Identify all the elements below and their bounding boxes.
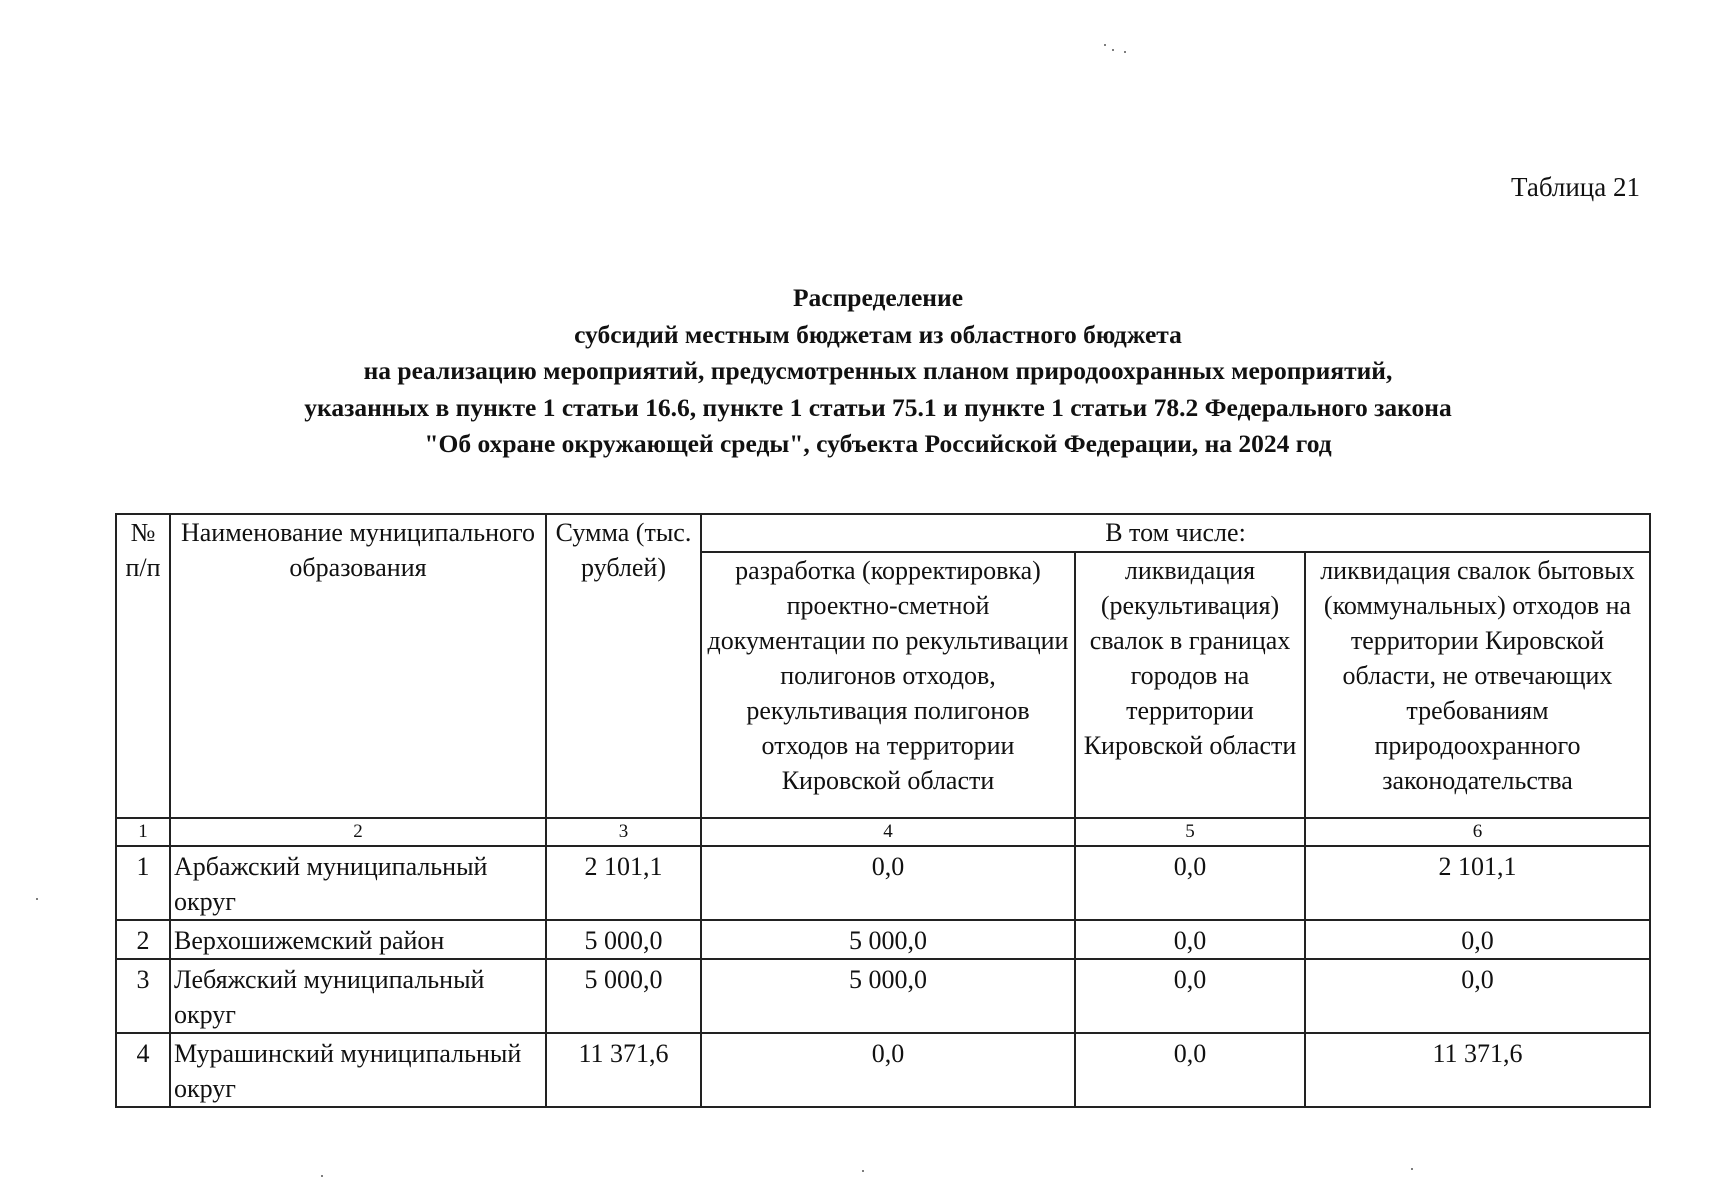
row-number: 4 xyxy=(116,1033,170,1107)
title-line: субсидий местным бюджетам из областного бюджета xyxy=(574,319,1182,349)
scan-speck xyxy=(321,1175,323,1177)
col4-value: 0,0 xyxy=(701,1033,1075,1107)
sum-value: 11 371,6 xyxy=(546,1033,701,1107)
sum-value: 2 101,1 xyxy=(546,846,701,920)
scan-speck xyxy=(1124,51,1126,53)
municipality-name: Верхошижемский район xyxy=(170,920,546,959)
municipality-name: Мурашинский муниципальный округ xyxy=(170,1033,546,1107)
title-line: Распределение xyxy=(792,283,964,312)
table-row xyxy=(116,846,1650,920)
col4-value: 5 000,0 xyxy=(701,959,1075,1033)
column-number: 2 xyxy=(170,818,546,846)
header-cell-no: № п/п xyxy=(116,514,170,818)
title-line: указанных в пункте 1 статьи 16.6, пункте 1 статьи 75.1 и пункте 1 статьи 78.2 Федерального закона xyxy=(304,392,1452,422)
col5-value: 0,0 xyxy=(1075,1033,1305,1107)
col5-value: 0,0 xyxy=(1075,846,1305,920)
scan-speck xyxy=(1411,1168,1413,1170)
col5-value: 0,0 xyxy=(1075,920,1305,959)
table-row xyxy=(116,1033,1650,1107)
municipality-name: Арбажский муниципальный округ xyxy=(170,846,546,920)
col4-value: 5 000,0 xyxy=(701,920,1075,959)
header-cell-col4: разработка (корректировка) проектно-сметной документации по рекультивации полигонов отходов, рекультивация полигонов отходов на территории Кировской области xyxy=(701,552,1075,818)
header-cell-name: Наименование муниципального образования xyxy=(170,514,546,818)
document-title xyxy=(100,280,1656,463)
title-line: "Об охране окружающей среды", субъекта Российской Федерации, на 2024 год xyxy=(424,429,1332,458)
column-number-row xyxy=(116,818,1650,846)
municipality-name: Лебяжский муниципальный округ xyxy=(170,959,546,1033)
col5-value: 0,0 xyxy=(1075,959,1305,1033)
header-cell-col5: ликвидация (рекультивация) свалок в границах городов на территории Кировской области xyxy=(1075,552,1305,818)
title-line: на реализацию мероприятий, предусмотренных планом природоохранных мероприятий, xyxy=(363,356,1393,385)
sum-value: 5 000,0 xyxy=(546,959,701,1033)
subsidy-distribution-table xyxy=(115,513,1651,1108)
column-number: 4 xyxy=(701,818,1075,846)
header-cell-group: В том числе: xyxy=(701,514,1650,552)
column-number: 6 xyxy=(1305,818,1650,846)
row-number: 2 xyxy=(116,920,170,959)
col6-value: 0,0 xyxy=(1305,959,1650,1033)
row-number: 1 xyxy=(116,846,170,920)
scan-speck xyxy=(862,1170,864,1172)
scan-speck xyxy=(36,898,38,900)
row-number: 3 xyxy=(116,959,170,1033)
col6-value: 0,0 xyxy=(1305,920,1650,959)
table-row xyxy=(116,920,1650,959)
col6-value: 2 101,1 xyxy=(1305,846,1650,920)
sum-value: 5 000,0 xyxy=(546,920,701,959)
table-number-label: Таблица 21 xyxy=(1511,172,1640,202)
header-cell-sum: Сумма (тыс. рублей) xyxy=(546,514,701,818)
header-row xyxy=(116,514,1650,552)
table-row xyxy=(116,959,1650,1033)
header-cell-col6: ликвидация свалок бытовых (коммунальных) отходов на территории Кировской области, не отвечающих требованиям природоохранного законодательства xyxy=(1305,552,1650,818)
col4-value: 0,0 xyxy=(701,846,1075,920)
scan-speck xyxy=(1112,49,1114,51)
column-number: 5 xyxy=(1075,818,1305,846)
column-number: 1 xyxy=(116,818,170,846)
column-number: 3 xyxy=(546,818,701,846)
scan-speck xyxy=(1104,44,1106,46)
col6-value: 11 371,6 xyxy=(1305,1033,1650,1107)
